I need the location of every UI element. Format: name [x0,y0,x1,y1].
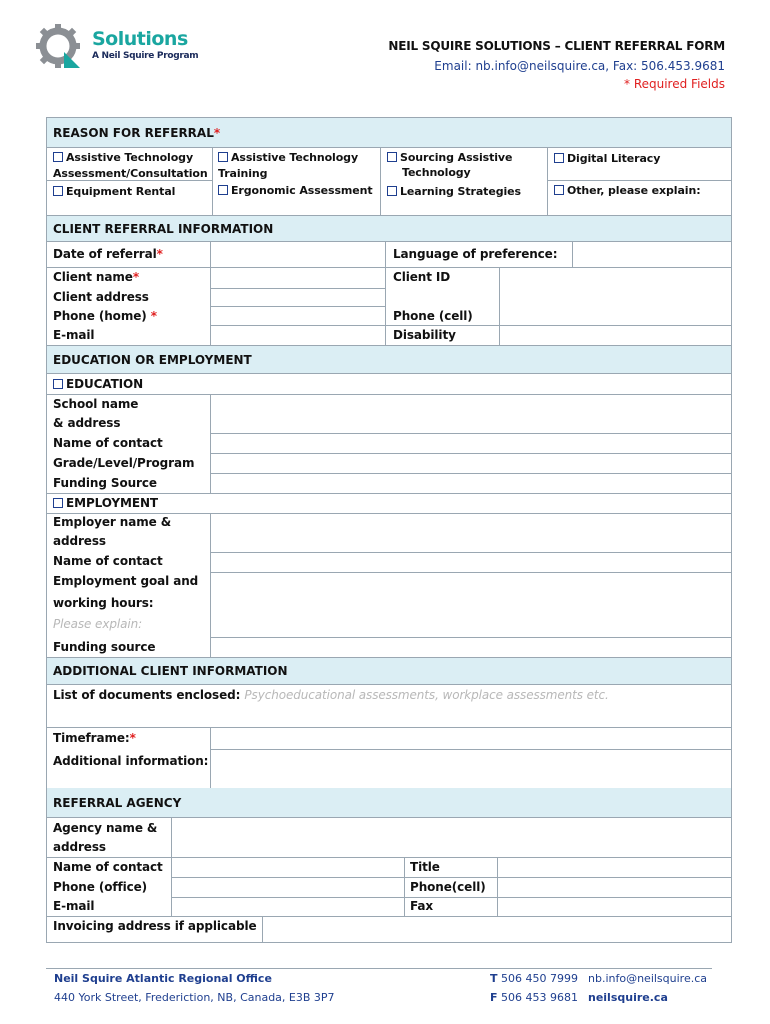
option-label: Technology [402,166,471,179]
email-prefix: Email: [434,59,476,73]
checkbox-learning-strategies[interactable]: Learning Strategies [387,185,521,198]
label-agency-fax: Fax [410,899,434,913]
option-label: Training [218,167,268,180]
label-emp-contact: Name of contact [53,554,163,568]
section-client-header [47,215,731,242]
label-agency-email: E-mail [53,899,95,913]
logo-wordmark: Solutions [92,28,188,50]
label-phone-cell: Phone (cell) [393,309,473,323]
form-title: NEIL SQUIRE SOLUTIONS – CLIENT REFERRAL FORM [388,39,725,53]
footer-phone: T 506 450 7999 [490,972,578,985]
label-client-id: Client ID [393,270,451,284]
label-invoicing: Invoicing address if applicable [53,919,257,933]
email-link[interactable]: nb.info@neilsquire.ca [475,59,606,73]
checkbox-icon[interactable] [218,152,228,162]
label-agency-cell: Phone(cell) [410,880,486,894]
section-agency-header [47,788,731,818]
label-date-of-referral: Date of referral* [53,247,163,261]
label-agency-name: Agency name & [53,821,158,835]
checkbox-icon[interactable] [218,185,228,195]
section-additional-header [47,657,731,685]
checkbox-other[interactable]: Other, please explain: [554,184,701,197]
checkbox-education[interactable]: EDUCATION [53,377,143,391]
checkbox-icon[interactable] [387,152,397,162]
section-title: REASON FOR REFERRAL [53,125,214,140]
checkbox-icon[interactable] [53,498,63,508]
section-title: EDUCATION OR EMPLOYMENT [53,352,252,367]
footer-address: 440 York Street, Frederiction, NB, Canada, E3B 3P7 [54,991,335,1004]
checkbox-at-assessment[interactable]: Assistive Technology [53,151,193,164]
checkbox-icon[interactable] [554,185,564,195]
hint-please-explain: Please explain: [53,617,143,631]
label-employment-goal: Employment goal and [53,574,199,588]
checkbox-icon[interactable] [387,186,397,196]
section-title: ADDITIONAL CLIENT INFORMATION [53,664,288,678]
gear-logo-icon [34,22,92,74]
label-phone-office: Phone (office) [53,880,148,894]
label-client-address: Client address [53,290,149,304]
footer-office: Neil Squire Atlantic Regional Office [54,972,272,985]
label-client-name: Client name* [53,270,139,284]
label-language: Language of preference: [393,247,558,261]
label-edu-funding: Funding Source [53,476,157,490]
label-school-address: & address [53,416,121,430]
label-additional-info: Additional information: [53,754,209,768]
label-phone-home: Phone (home) * [53,309,157,323]
fax-text: , Fax: 506.453.9681 [605,59,725,73]
checkbox-digital-literacy[interactable]: Digital Literacy [554,152,660,165]
label-edu-contact: Name of contact [53,436,163,450]
label-disability: Disability [393,328,456,342]
checkbox-icon[interactable] [554,153,564,163]
checkbox-at-training[interactable]: Assistive Technology [218,151,358,164]
section-reason-header [47,118,731,148]
label-working-hours: working hours: [53,596,154,610]
checkbox-icon[interactable] [53,152,63,162]
label-agency-contact: Name of contact [53,860,163,874]
hint-documents: Psychoeducational assessments, workplace assessments etc. [244,688,609,702]
label-documents: List of documents enclosed: Psychoeducational assessments, workplace assessments etc. [53,688,609,702]
label-employer-address: address [53,534,106,548]
footer-web-link[interactable]: neilsquire.ca [588,991,668,1004]
option-label: Assessment/Consultation [53,167,208,180]
footer-divider [46,968,712,969]
label-email: E-mail [53,328,95,342]
footer-fax: F 506 453 9681 [490,991,578,1004]
section-title: CLIENT REFERRAL INFORMATION [53,221,274,236]
label-grade: Grade/Level/Program [53,456,195,470]
logo-tagline: A Neil Squire Program [92,51,199,61]
required-fields-note: * Required Fields [624,77,725,91]
referral-form [46,117,732,943]
checkbox-ergonomic[interactable]: Ergonomic Assessment [218,184,373,197]
checkbox-icon[interactable] [53,186,63,196]
section-title: REFERRAL AGENCY [53,795,182,810]
footer-email-link[interactable]: nb.info@neilsquire.ca [588,972,708,985]
checkbox-sourcing-at[interactable]: Sourcing Assistive [387,151,512,164]
checkbox-icon[interactable] [53,379,63,389]
label-agency-address: address [53,840,106,854]
label-timeframe: Timeframe:* [53,731,136,745]
label-school-name: School name [53,397,139,411]
label-employer-name: Employer name & [53,515,172,529]
label-agency-title: Title [410,860,440,874]
contact-line [434,59,725,73]
label-emp-funding: Funding source [53,640,156,654]
section-education-header [47,345,731,374]
checkbox-employment[interactable]: EMPLOYMENT [53,496,158,510]
checkbox-equipment-rental[interactable]: Equipment Rental [53,185,175,198]
required-mark: * [213,125,221,140]
